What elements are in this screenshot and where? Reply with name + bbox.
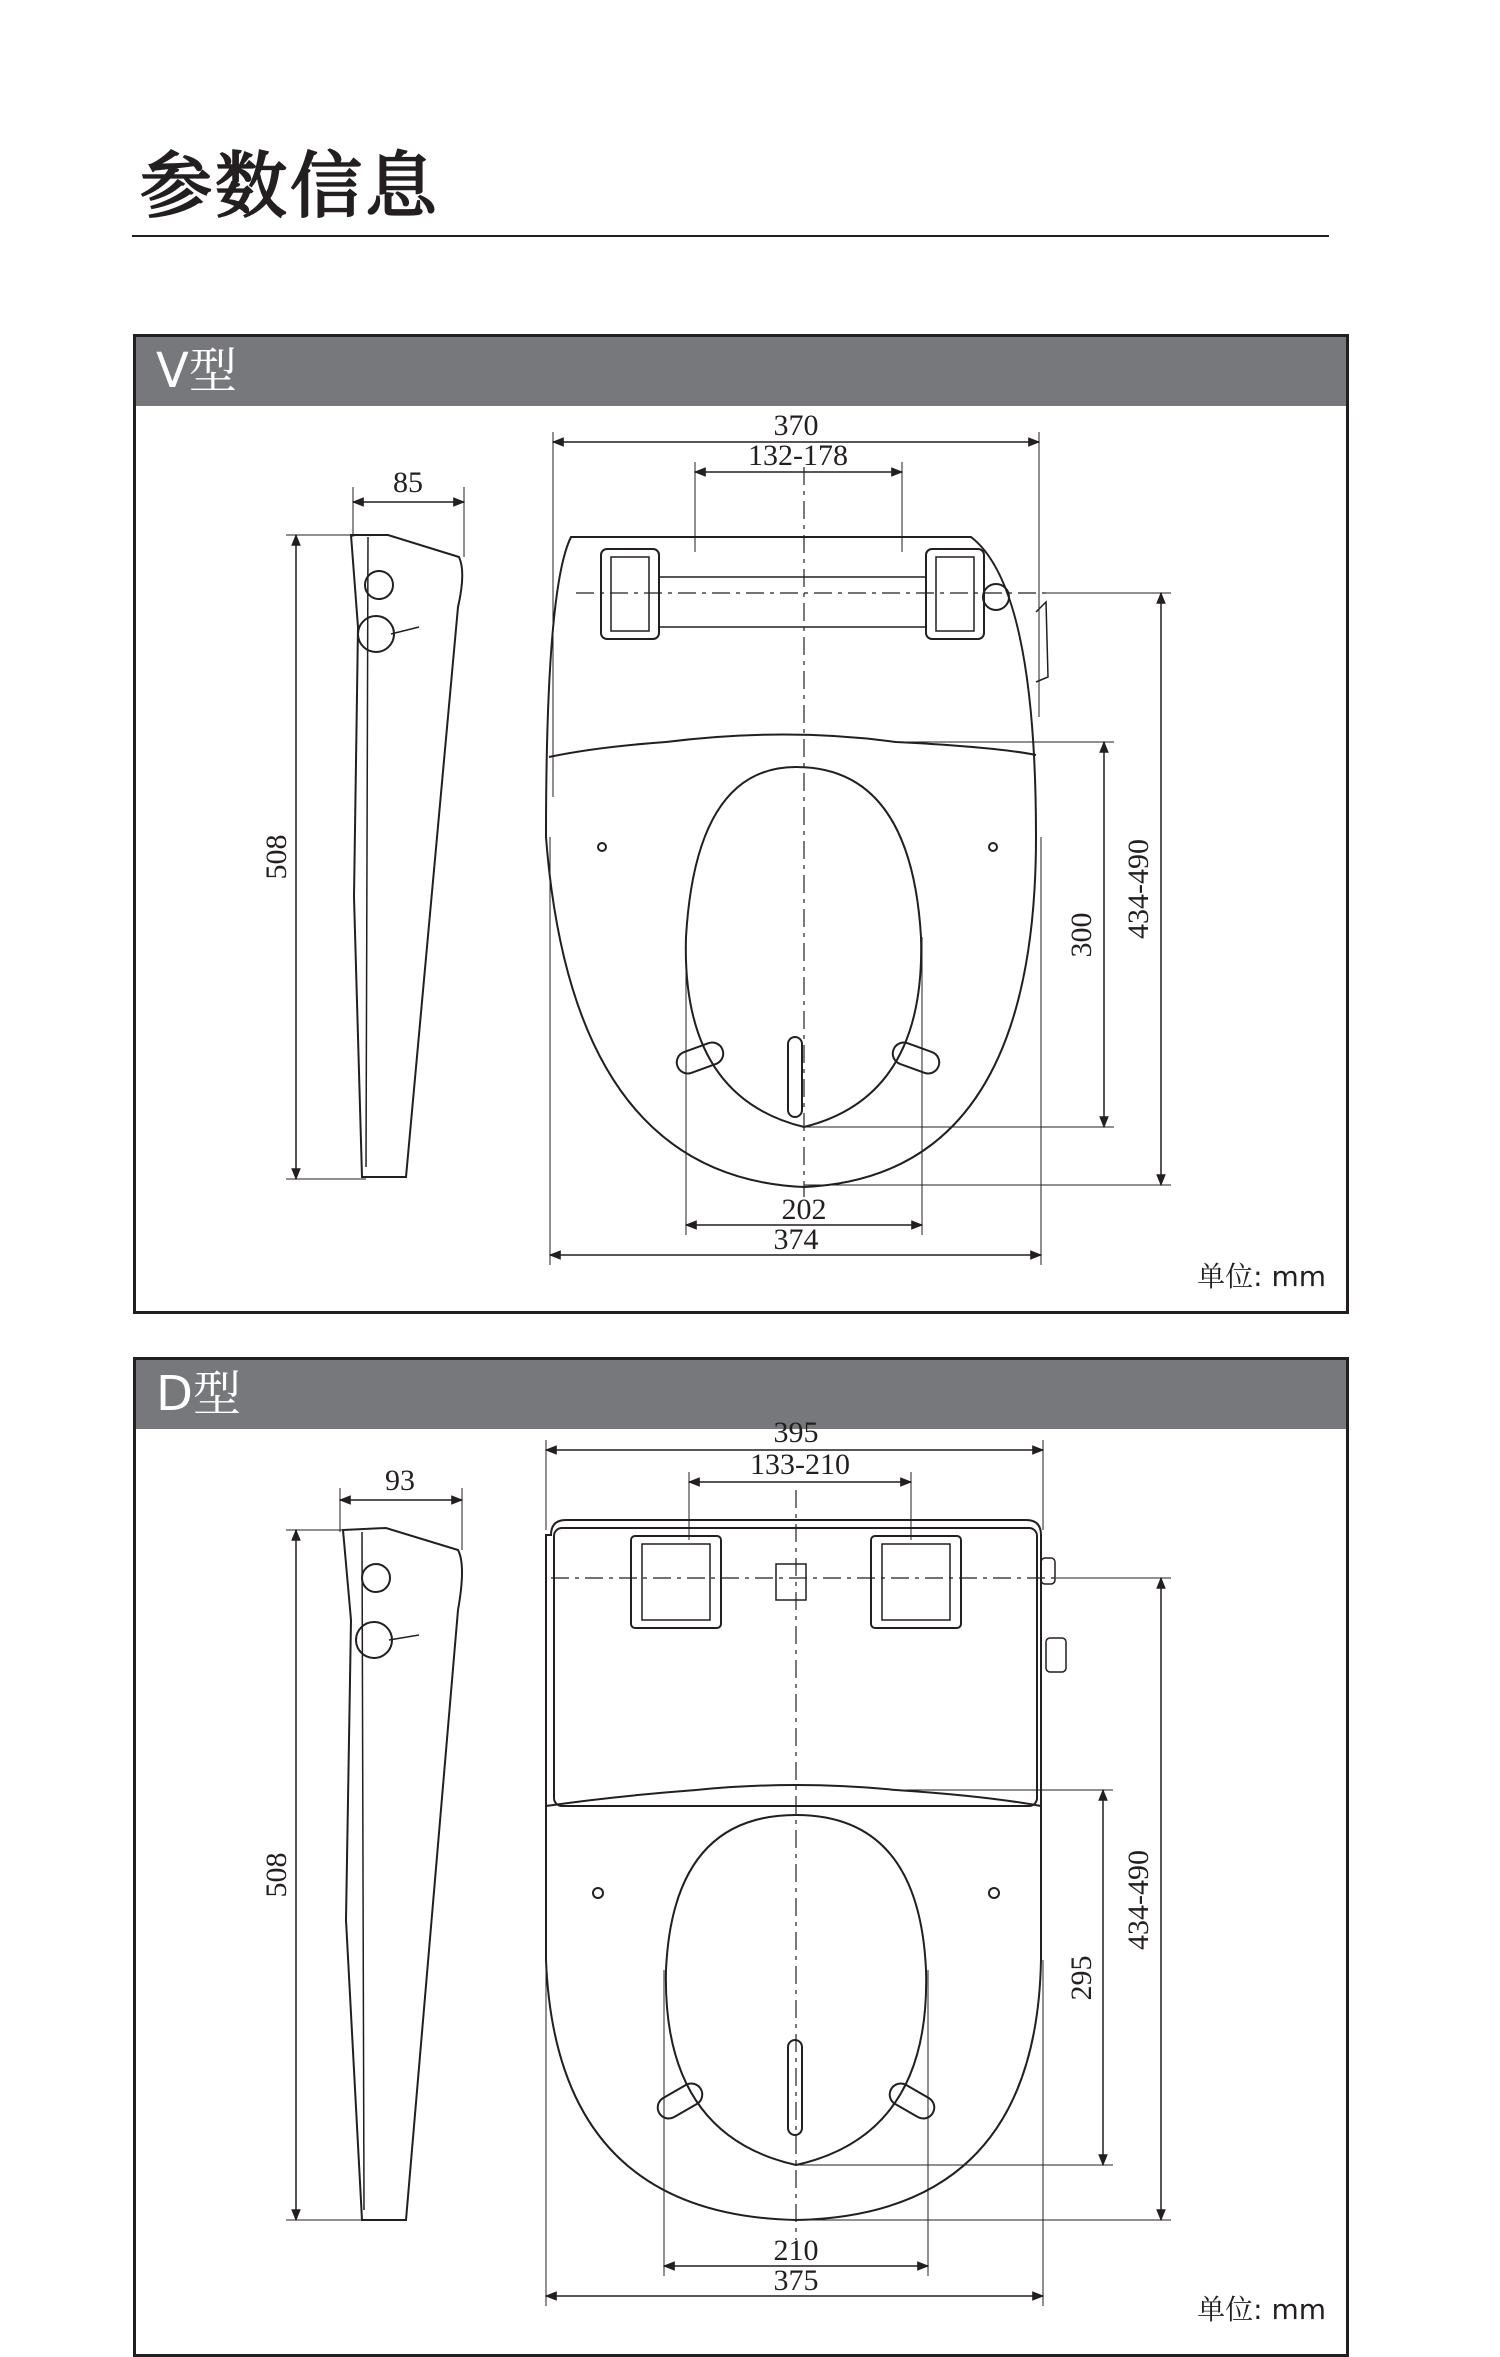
unit-label: 单位: mm bbox=[1197, 1260, 1326, 1293]
hinge-right bbox=[871, 1536, 961, 1628]
dim-seat-width: 374 bbox=[773, 1223, 819, 1256]
d-model-panel bbox=[133, 1357, 1349, 2357]
d-model-drawing bbox=[136, 1360, 1346, 2354]
dim-opening-width: 210 bbox=[773, 2234, 819, 2267]
v-model-panel bbox=[133, 334, 1349, 1314]
dim-seat-width: 375 bbox=[773, 2264, 819, 2297]
page-title: 参数信息 bbox=[140, 144, 441, 228]
lid-hinge-line bbox=[546, 1785, 1041, 1806]
dim-opening-width: 202 bbox=[781, 1193, 827, 1226]
v-model-drawing bbox=[136, 337, 1346, 1311]
side-knob-bottom bbox=[358, 616, 394, 652]
dim-seat-depth: 300 bbox=[1065, 912, 1098, 958]
hinge-right bbox=[926, 549, 984, 639]
hinge-left bbox=[631, 1536, 721, 1628]
dim-hinge-spacing: 133-210 bbox=[750, 1448, 850, 1481]
side-knob-top bbox=[362, 1564, 390, 1592]
dim-side-length: 508 bbox=[260, 1852, 293, 1898]
dim-seat-depth: 295 bbox=[1065, 1955, 1098, 2001]
panel-header: V型 bbox=[136, 337, 1346, 406]
side-knob-bottom bbox=[356, 1622, 392, 1658]
side-knob-top bbox=[365, 571, 393, 599]
seat-outer-outline bbox=[546, 537, 1036, 1187]
dim-hinge-spacing: 132-178 bbox=[748, 439, 848, 472]
lid-hinge-line bbox=[549, 735, 1036, 758]
dim-overall-width: 370 bbox=[773, 409, 819, 442]
dim-mounting-range: 434-490 bbox=[1122, 839, 1155, 939]
dim-side-depth: 93 bbox=[385, 1464, 415, 1497]
title-divider bbox=[132, 235, 1329, 237]
dim-side-length: 508 bbox=[260, 834, 293, 880]
panel-header: D型 bbox=[136, 1360, 1346, 1429]
dim-side-depth: 85 bbox=[393, 466, 423, 499]
dim-mounting-range: 434-490 bbox=[1122, 1850, 1155, 1950]
seat-outer-outline bbox=[546, 1520, 1041, 2220]
unit-label: 单位: mm bbox=[1197, 2293, 1326, 2326]
side-view-outline bbox=[343, 1528, 462, 2220]
hinge-left bbox=[601, 549, 659, 639]
dim-overall-width: 395 bbox=[773, 1416, 819, 1449]
